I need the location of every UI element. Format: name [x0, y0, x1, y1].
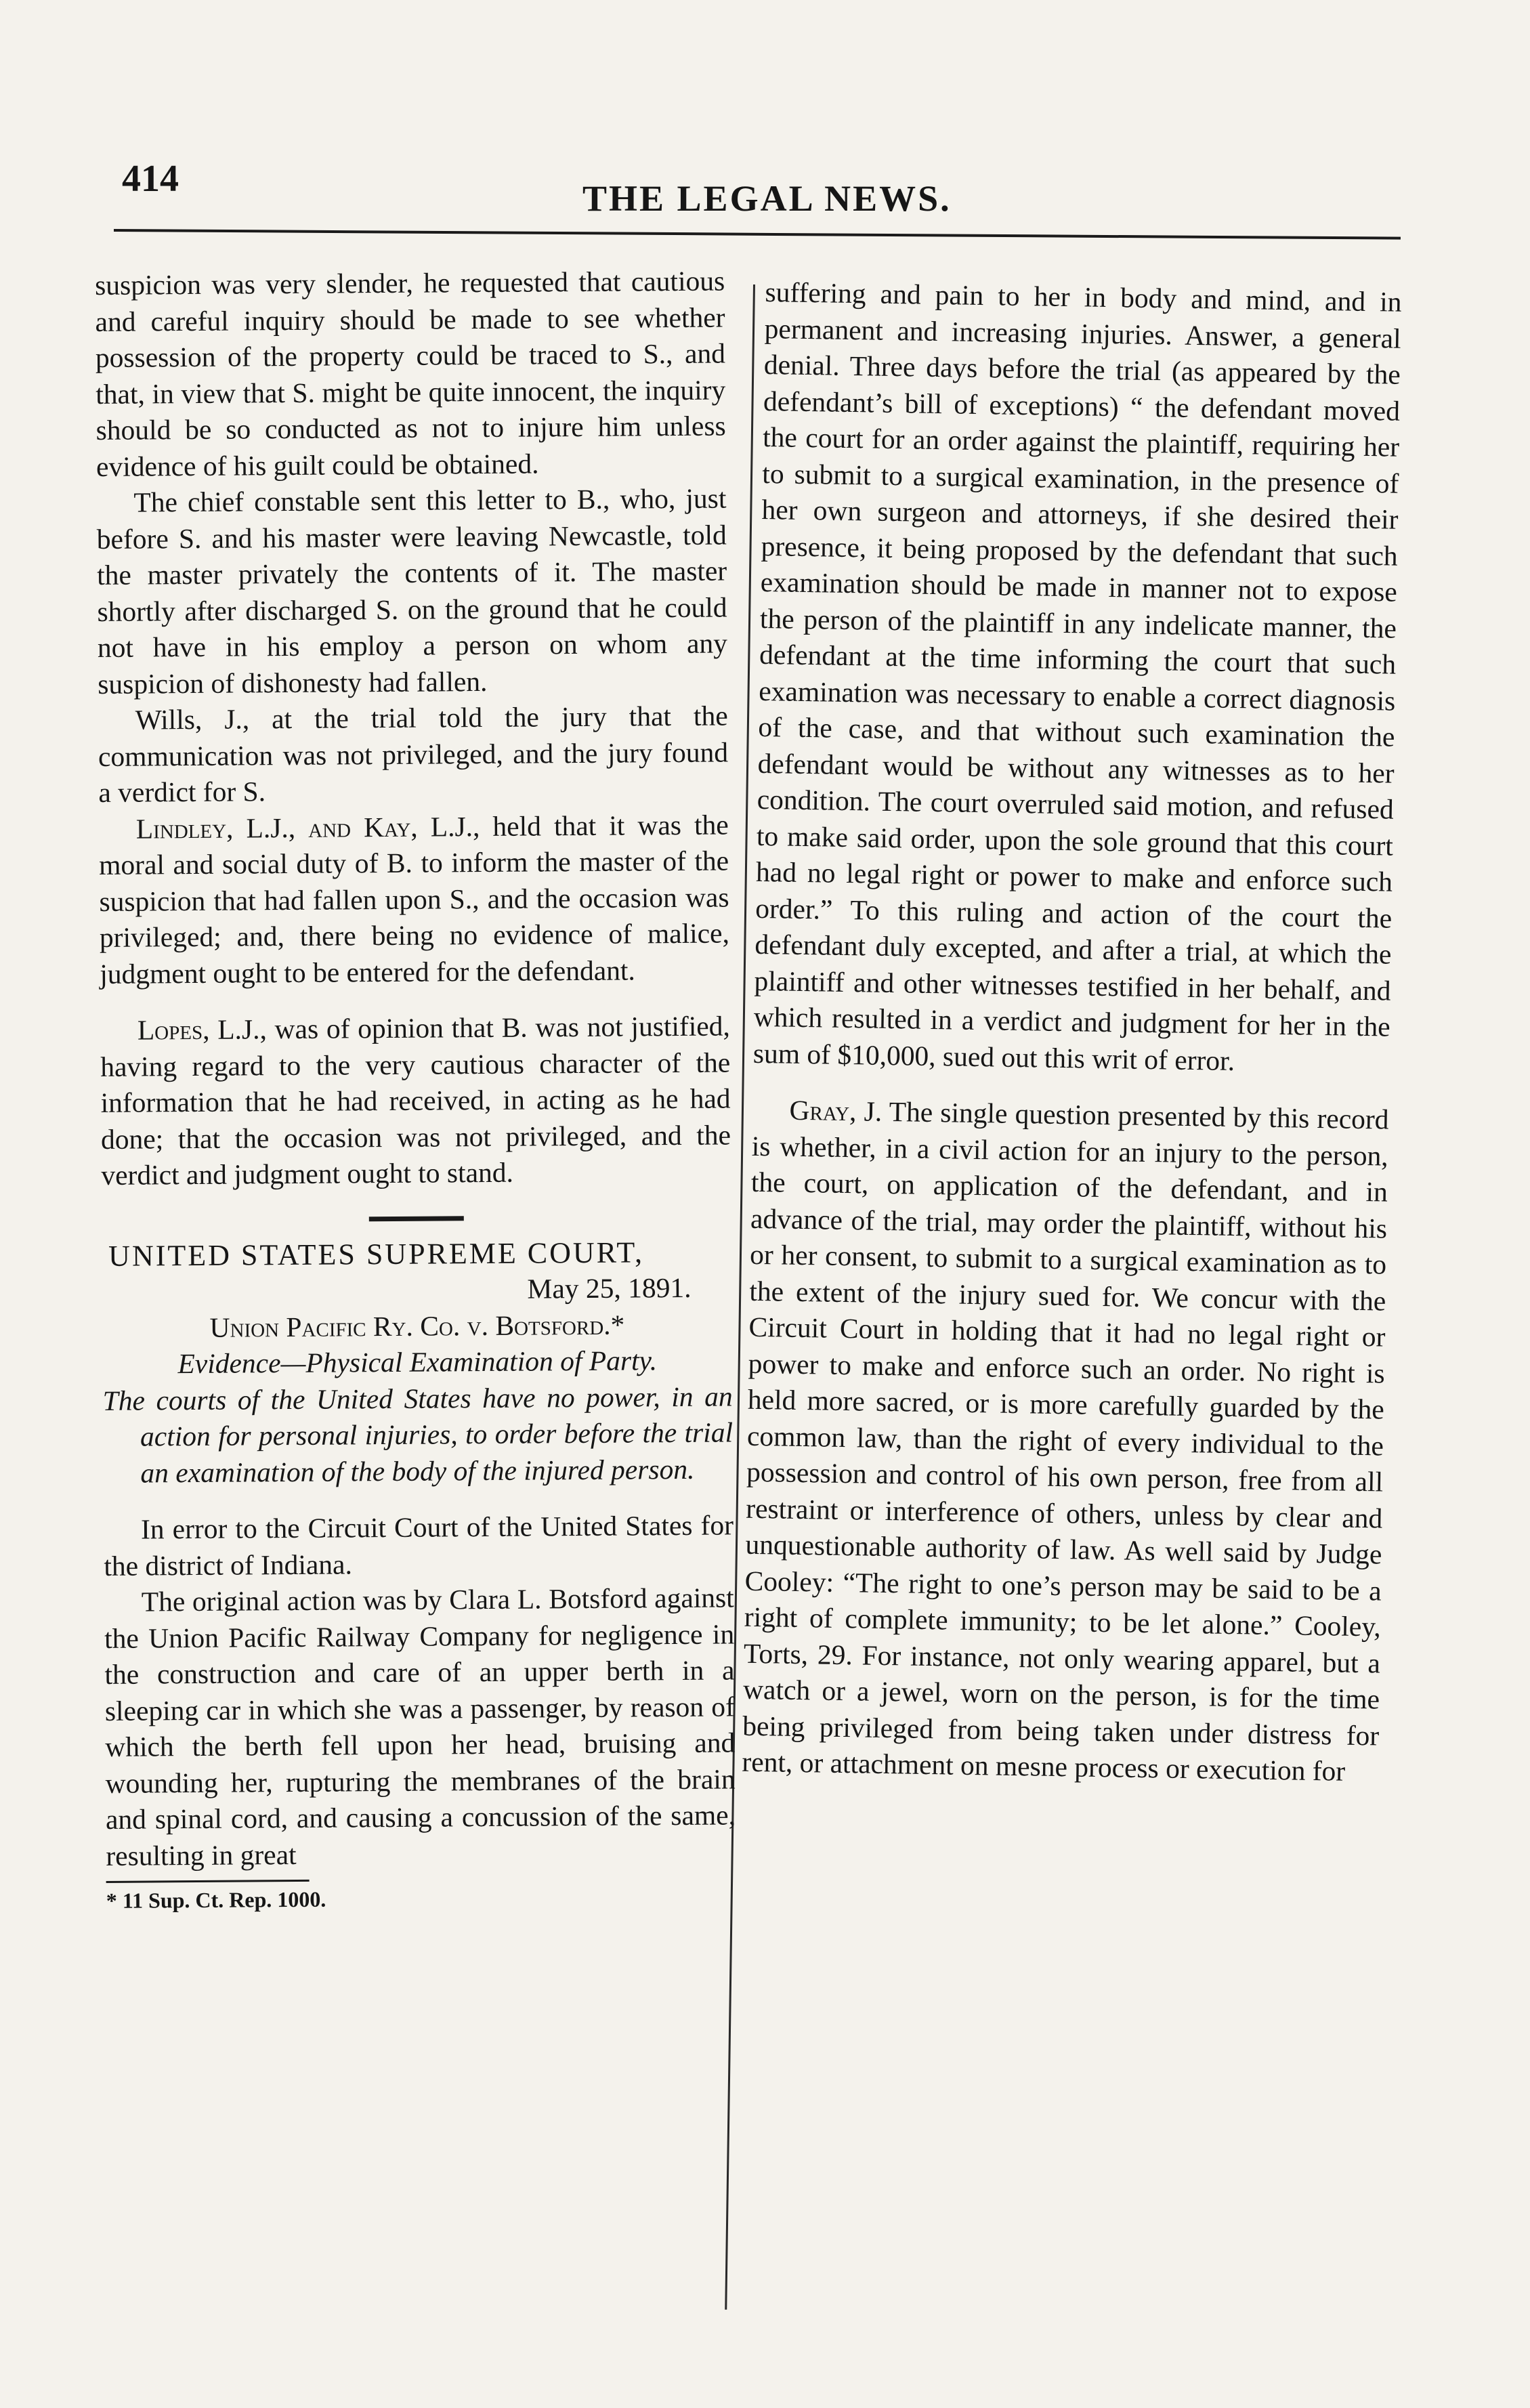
left-column: [95, 263, 736, 1914]
judge-name: Gray, J.: [789, 1094, 883, 1127]
left-paragraph-3: Wills, J., at the trial told the jury that the communication was not privileged, and the jury found a verdict for S.: [98, 700, 729, 808]
page-number: 414: [122, 158, 179, 200]
header-rule: [114, 229, 1401, 240]
left-paragraph-7: The original action was by Clara L. Botsford against the Union Pacific Railway Company for negligence in the construction and care of an upper berth in a sleeping car in which she was a passenger, by reason of which the berth fell upon her head, bruising and wounding her, rupturing the membranes of the brain and spinal cord, and causing a concussion of the same, resulting in great: [104, 1582, 736, 1872]
court-heading: UNITED STATES SUPREME COURT,: [108, 1235, 645, 1273]
left-paragraph-2: The chief constable sent this letter to B., who, just before S. and his master were leaving Newcastle, told the master privately the contents of it. The master shortly after discharged S. on the ground that he could not have in his employ a person on whom any suspicion of dishonesty had fallen.: [96, 482, 728, 700]
left-paragraph-4: [99, 807, 730, 992]
left-paragraph-5-text: was of opinion that B. was not justified, having regard to the very cautious character of the information that he had received, in acting as he had done; that the occasion was not privileged, and the verdict and judgment ought to stand.: [100, 1010, 731, 1191]
left-paragraph-1: suspicion was very slender, he requested that cautious and careful inquiry should be made to see whether possession of the property could be traced to S., and that, in view that S. might be quite innocent, the inquiry should be so conducted as not to injure him unless evidence of his guilt could be obtained.: [95, 265, 726, 482]
left-paragraph-5: [100, 1008, 731, 1194]
headnote: The courts of the United States have no power, in an action for personal injuries, to order before the trial an examination of the body of the injured person.: [102, 1380, 734, 1489]
left-paragraph-6: In error to the Circuit Court of the United States for the district of Indiana.: [104, 1509, 734, 1582]
footnote-rule: [106, 1880, 310, 1883]
right-paragraph-2-text: The single question presented by this record is whether, in a civil action for an injury to the person, the court, on application of the defendant, and in advance of the trial, may order the plaintiff, without his or her consent, to submit to a surgical examination as to the extent of the injury sued for. We concur with the Circuit Court in holding that it had no legal right or power to make and enforce such an order. No right is held more sacred, or is more carefully guarded by the common law, than the right of every individual to the possession and control of his own person, free from all restraint or interference of others, unless by clear and unquestionable authority of law. As well said by Judge Cooley: “The right to one’s person may be said to be a right of complete immunity; to be let alone.” Cooley, Torts, 29. For instance, not only wearing apparel, but a watch or a jewel, worn on the person, is for the time being privileged from being taken under distress for rent, or attachment on mesne process or execution for: [742, 1095, 1389, 1787]
judge-names: Lindley, L.J., and Kay, L.J.,: [135, 810, 480, 845]
right-paragraph-1: suffering and pain to her in body and mind, and in permanent and increasing injuries. Answer, a general denial. Three days before the trial (as appeared by the defendant’s bill of exceptions) “ the defendant moved the court for an order against the plaintiff, requiring her to submit to a surgical examination, in the presence of her own surgeon and attorneys, if she desired their presence, it being proposed by the defendant that such examination should be made in manner not to expose the person of the plaintiff in any indelicate manner, the defendant at the time informing the court that such examination was necessary to enable a correct diagnosis of the case, and that without such examination the defendant would be without any witnesses as to her condition. The court overruled said motion, and refused to make said order, upon the sole ground that this court had no legal right or power to make and enforce such order.” To this ruling and action of the court the defendant duly excepted, and after a trial, at which the plaintiff and other witnesses testified in her behalf, and which resulted in a verdict and judgment for her in the sum of $10,000, sued out this writ of error.: [752, 276, 1402, 1076]
case-title: Union Pacific Ry. Co. v. Botsford.*: [209, 1309, 625, 1343]
running-title: THE LEGAL NEWS.: [582, 178, 952, 219]
right-paragraph-2: [742, 1092, 1389, 1790]
decision-date: May 25, 1891.: [527, 1271, 692, 1305]
right-column: [742, 274, 1402, 1790]
footnote: * 11 Sup. Ct. Rep. 1000.: [106, 1886, 326, 1913]
section-divider: [369, 1216, 464, 1221]
case-topic: Evidence—Physical Examination of Party.: [177, 1345, 658, 1380]
left-paragraph-4-text: held that it was the moral and social duty of B. to inform the master of the suspicion that had fallen upon S., and the occasion was privileged; and, there being no evidence of malice, judgment ought to be entered for the defendant.: [98, 808, 730, 990]
judge-name: Lopes, L.J.,: [137, 1013, 268, 1046]
